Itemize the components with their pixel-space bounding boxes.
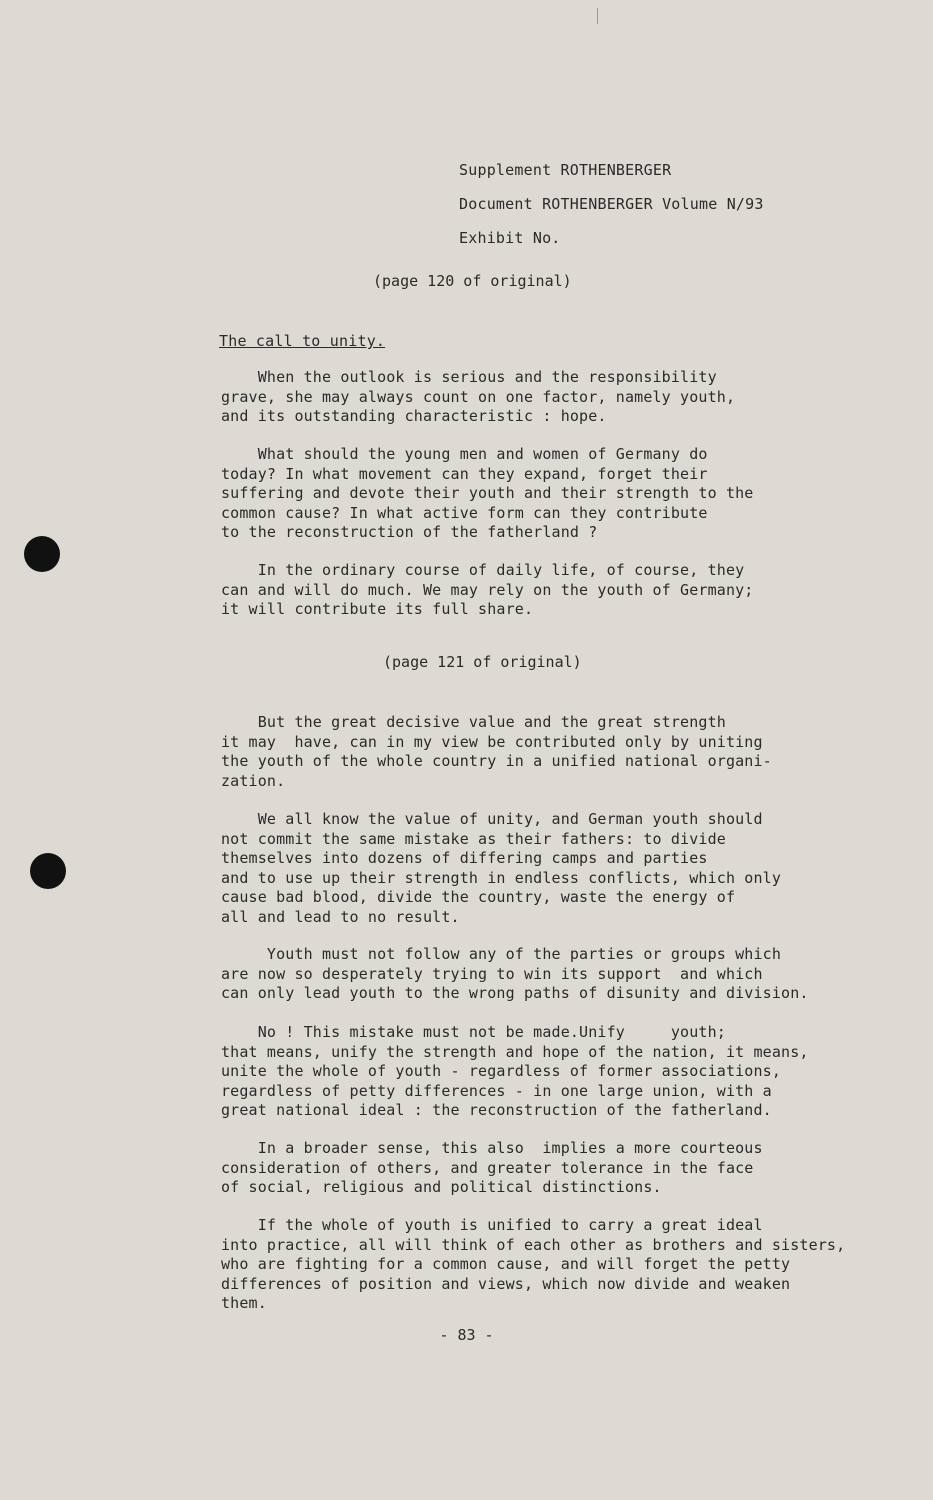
text-line: When the outlook is serious and the responsibility [221,368,717,386]
text-line: What should the young men and women of Germany do [221,445,708,463]
text-line: consideration of others, and greater tolerance in the face [221,1158,754,1177]
section-title: The call to unity. [219,332,386,350]
document-line: Document ROTHENBERGER Volume N/93 [459,195,764,213]
paragraph [221,1139,881,1198]
paragraph [221,445,881,543]
text-line: suffering and devote their youth and their strength to the [221,484,754,503]
text-line: If the whole of youth is unified to carry a great ideal [221,1216,763,1234]
exhibit-line: Exhibit No. [459,229,561,247]
text-line: them. [221,1294,267,1313]
text-line: In the ordinary course of daily life, of course, they [221,561,745,579]
text-line: But the great decisive value and the great strength [221,713,726,731]
text-line: into practice, all will think of each other as brothers and sisters, [221,1235,846,1254]
text-line: No ! This mistake must not be made.Unify youth; [221,1023,726,1041]
page-number: - 83 - [439,1326,494,1344]
text-line: and to use up their strength in endless conflicts, which only [221,868,782,887]
text-line: zation. [221,771,286,790]
punch-hole [30,853,66,889]
text-line: cause bad blood, divide the country, waste the energy of [221,888,736,907]
paragraph [221,1216,881,1314]
paragraph [221,945,881,1004]
text-line: can only lead youth to the wrong paths of disunity and division. [221,984,809,1003]
text-line: to the reconstruction of the fatherland ? [221,523,598,542]
text-line: great national ideal : the reconstruction of the fatherland. [221,1101,772,1120]
text-line: We all know the value of unity, and German youth should [221,810,763,828]
paragraph [221,368,881,427]
text-line: are now so desperately trying to win its support and which [221,964,763,983]
paragraph [221,810,881,928]
punch-hole [24,536,60,572]
text-line: who are fighting for a common cause, and will forget the petty [221,1255,791,1274]
text-line: regardless of petty differences - in one large union, with a [221,1081,772,1100]
paper-mark [597,8,598,24]
text-line: that means, unify the strength and hope of the nation, it means, [221,1042,809,1061]
text-line: the youth of the whole country in a unified national organi- [221,752,772,771]
paragraph [221,561,881,620]
text-line: today? In what movement can they expand, forget their [221,464,708,483]
page-reference: (page 120 of original) [373,272,572,290]
text-line: unite the whole of youth - regardless of former associations, [221,1062,782,1081]
text-line: Youth must not follow any of the parties or groups which [221,945,782,963]
page-reference: (page 121 of original) [383,653,582,671]
text-line: not commit the same mistake as their fathers: to divide [221,829,726,848]
paragraph [221,713,881,791]
text-line: can and will do much. We may rely on the youth of Germany; [221,580,754,599]
text-line: themselves into dozens of differing camps and parties [221,849,708,868]
text-line: common cause? In what active form can they contribute [221,503,708,522]
text-line: it may have, can in my view be contributed only by uniting [221,732,763,751]
text-line: and its outstanding characteristic : hope. [221,407,607,426]
supplement-line: Supplement ROTHENBERGER [459,161,672,179]
text-line: it will contribute its full share. [221,600,534,619]
text-line: all and lead to no result. [221,907,460,926]
paragraph [221,1023,881,1121]
text-line: grave, she may always count on one factor, namely youth, [221,387,736,406]
text-line: differences of position and views, which now divide and weaken [221,1274,791,1293]
text-line: In a broader sense, this also implies a more courteous [221,1139,763,1157]
text-line: of social, religious and political distinctions. [221,1178,662,1197]
